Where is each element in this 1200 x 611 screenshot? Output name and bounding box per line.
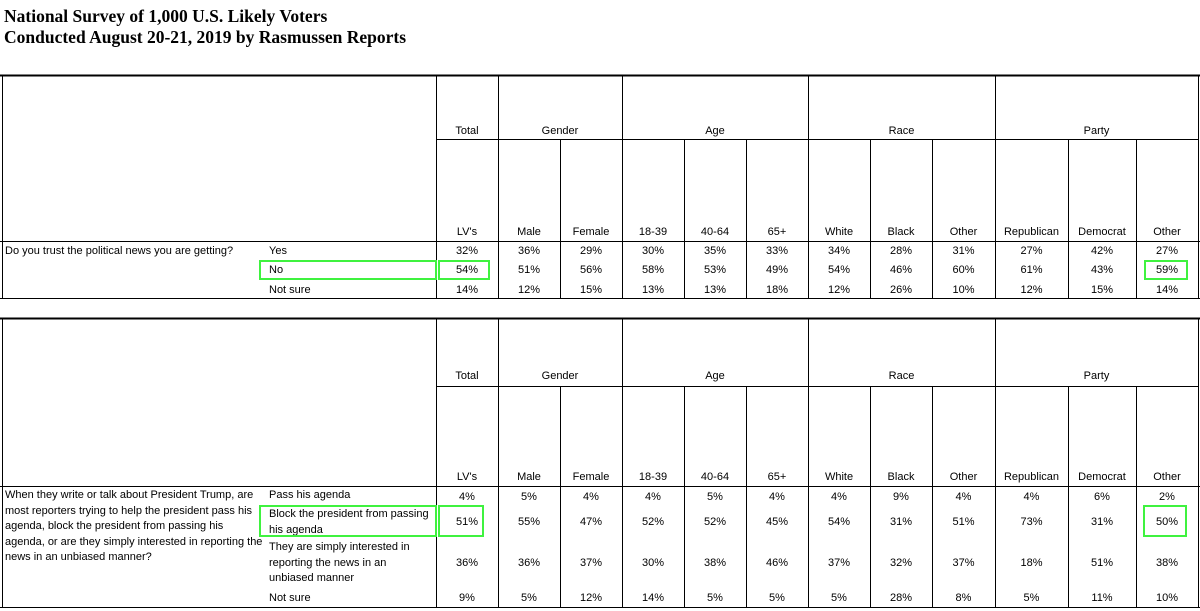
q1-col-header: 40-64 <box>700 226 730 238</box>
q1-cell: 10% <box>952 284 975 296</box>
q2-cell: 38% <box>703 557 727 569</box>
q2-cell: 8% <box>955 592 972 604</box>
q1-col-header: 65+ <box>767 226 787 238</box>
q2-group-gender: Gender <box>541 370 579 382</box>
q1-cell: 34% <box>827 245 851 257</box>
q1-col-header: Democrat <box>1078 226 1126 238</box>
q2-cell: 51% <box>1090 557 1114 569</box>
q1-cell: 28% <box>889 245 913 257</box>
q2-question-line: When they write or talk about President Trump, are <box>5 489 254 501</box>
highlight-q2-block-total <box>438 505 484 537</box>
q1-row-label: Not sure <box>269 284 311 296</box>
q2-col-header: Female <box>572 471 610 483</box>
q1-cell: 61% <box>1020 264 1043 276</box>
q2-group-party: Party <box>1083 370 1110 382</box>
q2-col-header: 65+ <box>767 471 787 483</box>
q2-group-age: Age <box>705 370 725 382</box>
q2-cell: 4% <box>459 491 475 503</box>
q2-cell: 30% <box>641 557 665 569</box>
q2-col-header: LV's <box>456 471 478 483</box>
q1-cell: 14% <box>1155 284 1179 296</box>
q1-col-header: White <box>824 226 854 238</box>
q2-cell: 51% <box>455 516 479 528</box>
highlight-q1-no-label <box>259 260 437 280</box>
q2-question-line: agenda, block the president from passing his <box>5 520 224 532</box>
q2-cell: 37% <box>827 557 851 569</box>
q2-cell: 4% <box>583 491 599 503</box>
q1-cell: 12% <box>1020 284 1043 296</box>
q2-col-header: Republican <box>1003 471 1060 483</box>
q1-cell: 32% <box>455 245 479 257</box>
q1-cell: 49% <box>765 264 789 276</box>
q1-group-party: Party <box>1083 125 1110 137</box>
q1-group-race: Race <box>888 125 915 137</box>
q2-cell: 37% <box>579 557 603 569</box>
q1-cell: 53% <box>703 264 727 276</box>
q2-cell: 45% <box>765 516 789 528</box>
q1-row-label: No <box>269 264 284 276</box>
q1-cell: 51% <box>517 264 541 276</box>
q1-cell: 33% <box>765 245 789 257</box>
q2-cell: 9% <box>893 491 909 503</box>
q1-cell: 15% <box>579 284 603 296</box>
q1-cell: 42% <box>1090 245 1114 257</box>
q1-cell: 43% <box>1090 264 1114 276</box>
q1-cell: 58% <box>641 264 665 276</box>
q1-cell: 27% <box>1020 245 1043 257</box>
q1-group-age: Age <box>705 125 725 137</box>
q2-cell: 31% <box>1090 516 1114 528</box>
q1-cell: 36% <box>517 245 541 257</box>
q2-row-label-line: unbiased manner <box>269 572 355 584</box>
q1-cell: 56% <box>579 264 603 276</box>
q2-cell: 12% <box>579 592 603 604</box>
q2-question-line: most reporters trying to help the president pass his <box>5 504 253 517</box>
q2-cell: 4% <box>1023 491 1040 503</box>
q1-cell: 13% <box>641 284 665 296</box>
q2-cell: 5% <box>707 592 723 604</box>
q2-cell: 46% <box>765 557 789 569</box>
q2-question-line: news in an unbiased manner? <box>5 551 152 563</box>
q2-cell: 55% <box>517 516 541 528</box>
highlight-q1-no-party-other <box>1144 260 1188 280</box>
title-line-2: Conducted August 20-21, 2019 by Rasmussen Reports <box>4 27 407 47</box>
q2-cell: 9% <box>459 592 475 604</box>
title-line-1: National Survey of 1,000 U.S. Likely Voters <box>4 6 328 26</box>
q1-row-label: Yes <box>269 245 287 257</box>
q2-cell: 38% <box>1155 557 1179 569</box>
q2-cell: 5% <box>707 491 723 503</box>
q2-cell: 52% <box>703 516 727 528</box>
q2-cell: 5% <box>521 592 537 604</box>
q2-col-header: Other <box>949 471 978 483</box>
q2-cell: 73% <box>1020 516 1043 528</box>
q1-cell: 26% <box>889 284 913 296</box>
q2-cell: 47% <box>579 516 603 528</box>
q1-cell: 54% <box>455 264 479 276</box>
q2-cell: 11% <box>1091 592 1113 604</box>
q1-col-header: Black <box>887 226 915 238</box>
q2-row-label-line: his agenda <box>269 523 323 536</box>
q1-col-header: LV's <box>456 226 478 238</box>
q2-question-line: agenda, or are they simply interested in reporting the <box>5 535 263 548</box>
q1-cell: 46% <box>889 264 913 276</box>
q1-col-header: Female <box>572 226 610 238</box>
highlight-q2-block-label <box>259 505 437 537</box>
q1-cell: 27% <box>1155 245 1179 257</box>
q2-cell: 4% <box>831 491 847 503</box>
q2-cell: 36% <box>455 557 479 569</box>
q2-col-header: Male <box>517 471 541 483</box>
q2-col-header: Democrat <box>1078 471 1126 483</box>
q1-col-header: 18-39 <box>638 226 668 238</box>
q1-cell: 54% <box>827 264 851 276</box>
q2-cell: 18% <box>1020 557 1043 569</box>
q1-col-header: Republican <box>1003 226 1060 238</box>
q2-cell: 2% <box>1159 491 1175 503</box>
q2-cell: 28% <box>889 592 913 604</box>
q1-cell: 12% <box>517 284 541 296</box>
q2-col-header: 18-39 <box>638 471 668 483</box>
q2-cell: 4% <box>769 491 785 503</box>
q2-col-header: Black <box>887 471 915 483</box>
q1-cell: 29% <box>579 245 603 257</box>
q1-col-header: Other <box>1153 226 1181 238</box>
q1-cell: 12% <box>827 284 851 296</box>
q1-cell: 35% <box>703 245 727 257</box>
q2-col-header: Other <box>1153 471 1181 483</box>
q2-cell: 4% <box>955 491 972 503</box>
highlight-q2-block-party-other <box>1143 505 1187 537</box>
q2-cell: 52% <box>641 516 665 528</box>
q2-row-label-line: Pass his agenda <box>269 489 351 501</box>
q1-group-total: Total <box>455 125 479 137</box>
q1-cell: 60% <box>952 264 975 276</box>
q1-cell: 18% <box>765 284 789 296</box>
q1-cell: 30% <box>641 245 665 257</box>
q2-row-label-line: They are simply interested in <box>269 541 410 553</box>
q2-cell: 4% <box>645 491 661 503</box>
q1-col-header: Male <box>517 226 541 238</box>
q2-cell: 51% <box>952 516 975 528</box>
q2-cell: 5% <box>769 592 785 604</box>
q2-group-race: Race <box>888 370 915 382</box>
q1-cell: 59% <box>1155 264 1179 276</box>
q2-cell: 37% <box>952 557 975 569</box>
q2-cell: 31% <box>889 516 913 528</box>
q2-row-label-line: reporting the news in an <box>269 556 387 569</box>
q2-cell: 50% <box>1155 516 1179 528</box>
q1-cell: 31% <box>952 245 975 257</box>
q1-cell: 15% <box>1090 284 1114 296</box>
q2-cell: 14% <box>641 592 665 604</box>
q2-cell: 36% <box>517 557 541 569</box>
q2-cell: 5% <box>1023 592 1040 604</box>
q2-cell: 54% <box>827 516 851 528</box>
q2-group-total: Total <box>455 370 479 382</box>
q2-row-label-line: Not sure <box>269 592 311 604</box>
q2-cell: 10% <box>1155 592 1179 604</box>
q2-cell: 5% <box>521 491 537 503</box>
q1-question: Do you trust the political news you are getting? <box>5 245 234 257</box>
q2-col-header: White <box>824 471 854 483</box>
q1-cell: 13% <box>703 284 727 296</box>
q2-row-label-line: Block the president from passing <box>269 508 429 520</box>
q2-cell: 5% <box>831 592 847 604</box>
q2-col-header: 40-64 <box>700 471 730 483</box>
q2-cell: 6% <box>1094 491 1110 503</box>
q2-cell: 32% <box>889 557 913 569</box>
q1-col-header: Other <box>949 226 978 238</box>
q1-cell: 14% <box>455 284 479 296</box>
q1-group-gender: Gender <box>541 125 579 137</box>
highlight-q1-no-total <box>438 260 490 280</box>
